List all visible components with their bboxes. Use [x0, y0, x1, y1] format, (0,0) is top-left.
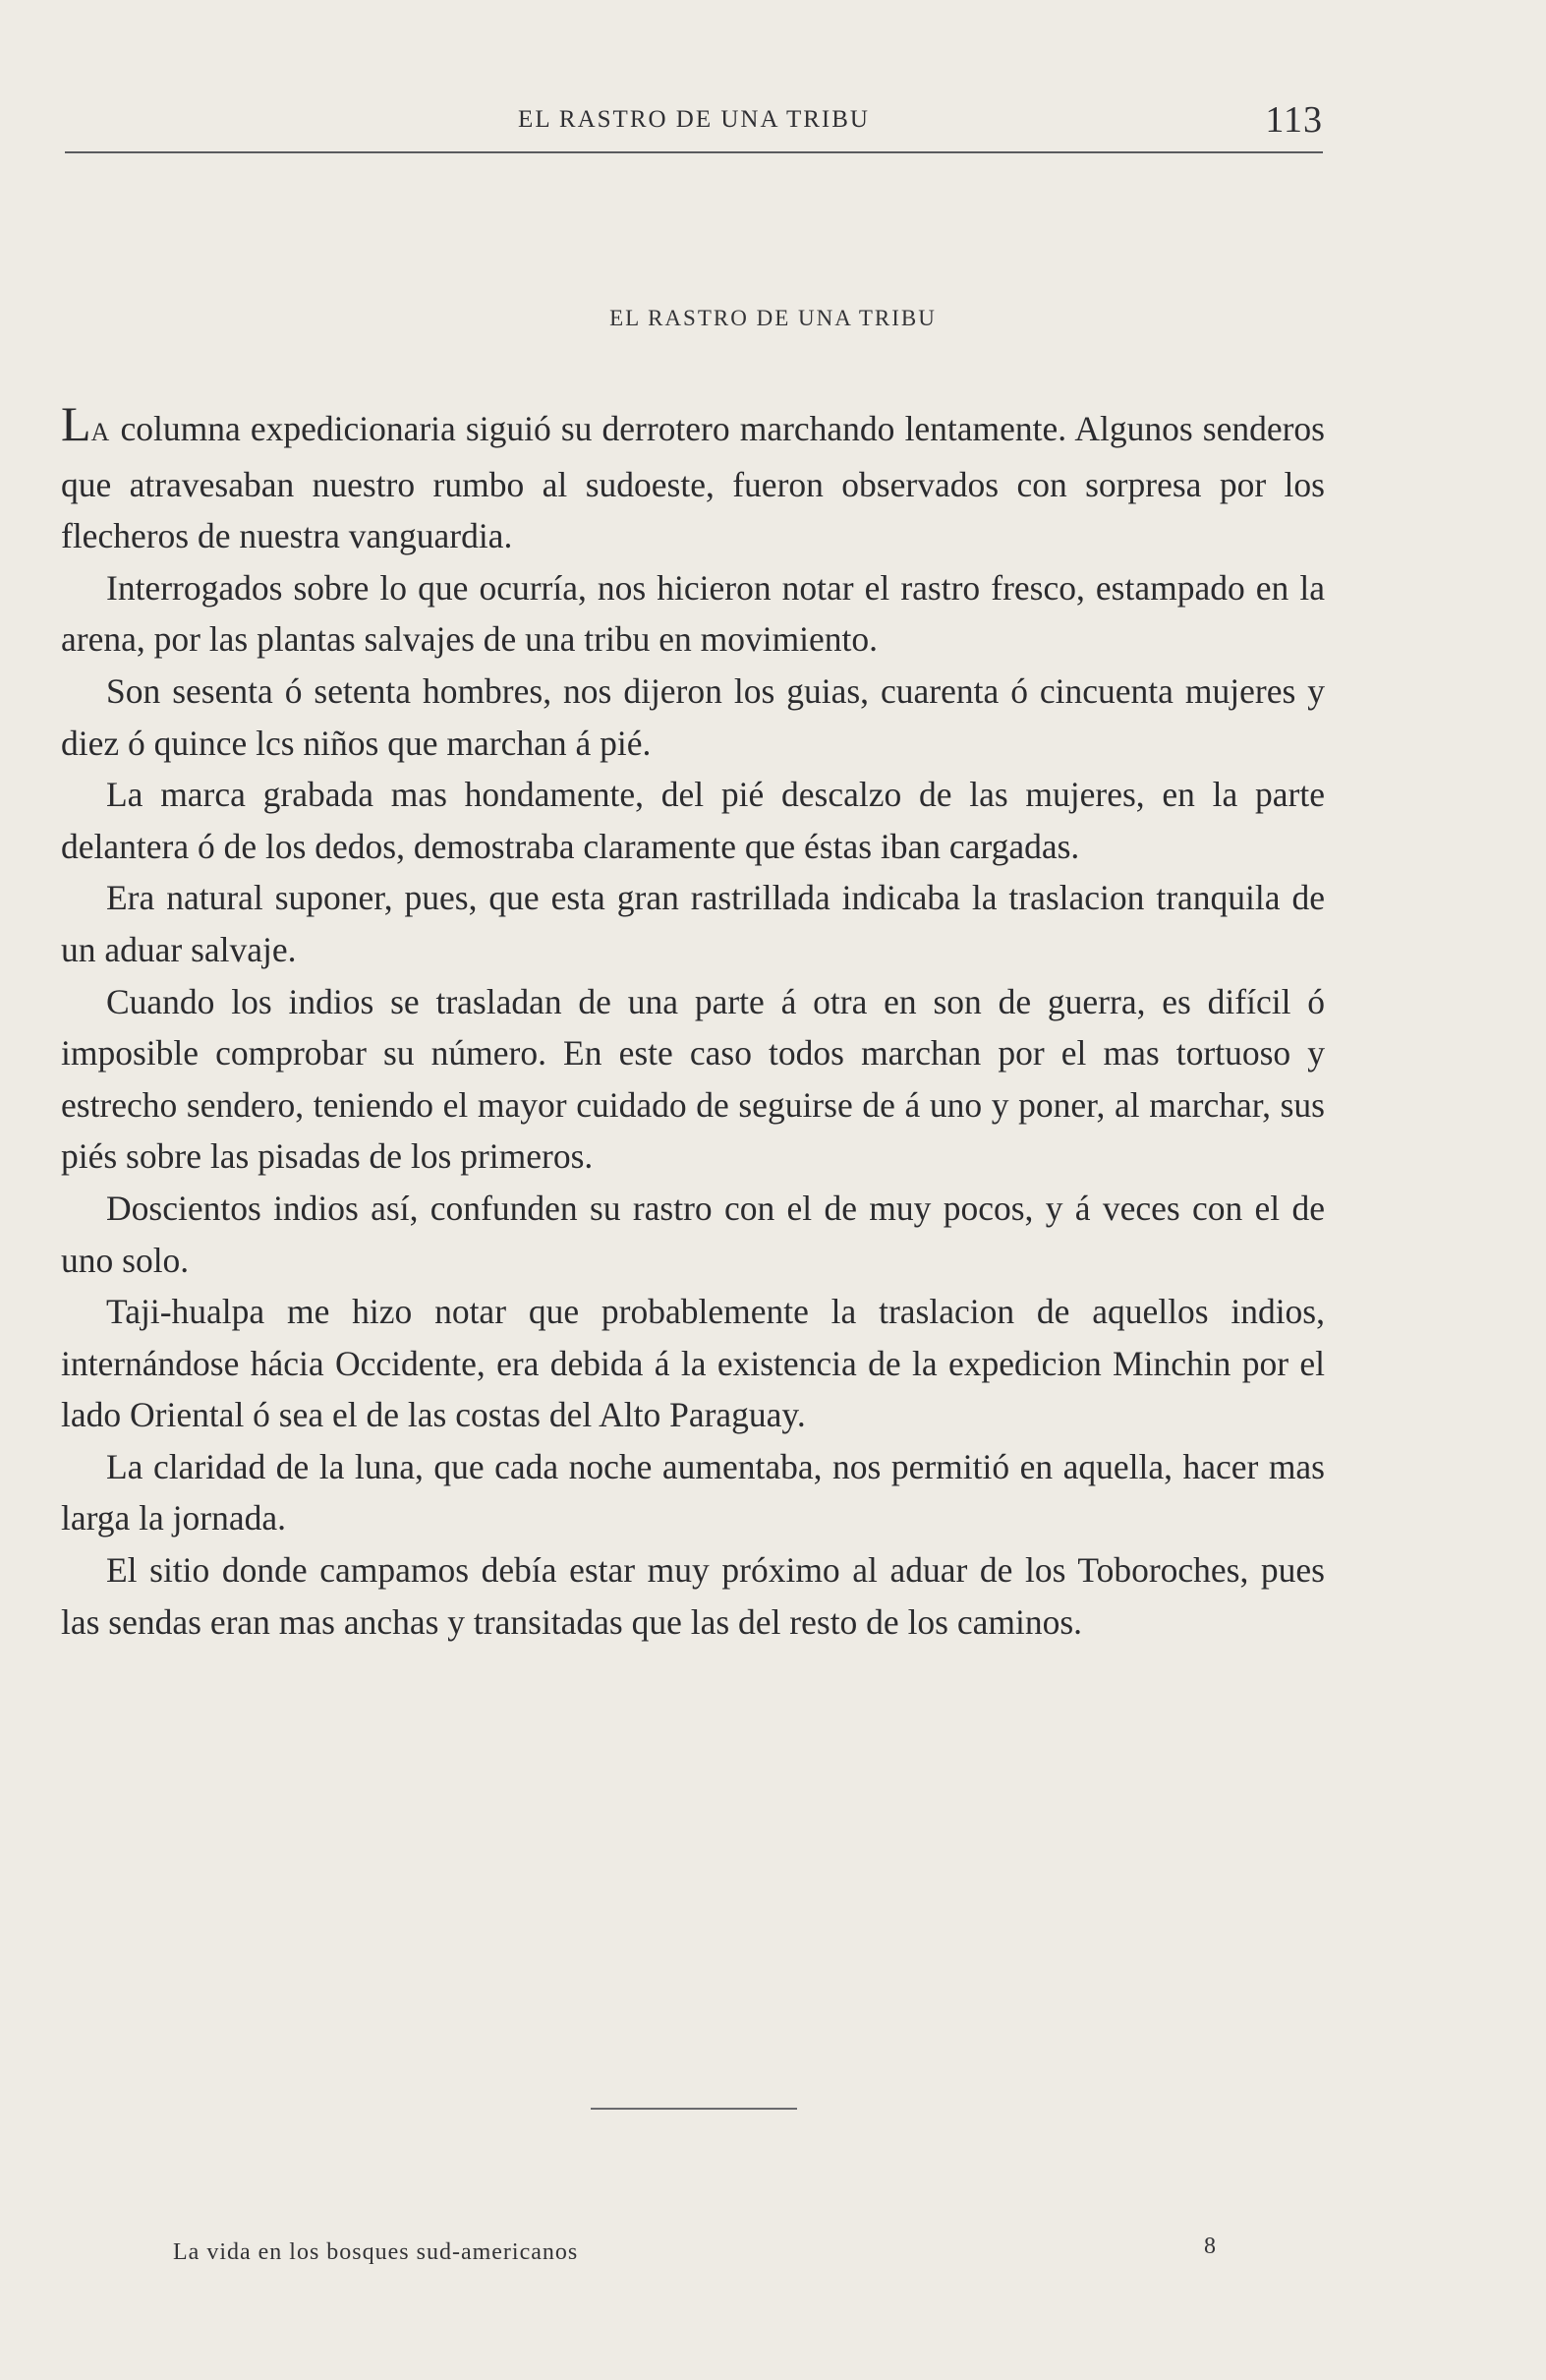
body-text [61, 396, 1325, 1648]
paragraph [61, 396, 1325, 562]
drop-cap: L [61, 396, 91, 451]
paragraph: Doscientos indios así, confunden su rastro con el de muy pocos, y á veces con el de uno solo. [61, 1188, 1325, 1280]
paragraph: Son sesenta ó setenta hombres, nos dijeron los guias, cuarenta ó cincuenta mujeres y diez ó quince lcs niños que marchan á pié. [61, 670, 1325, 763]
paragraph: La marca grabada mas hondamente, del pié descalzo de las mujeres, en la parte delantera ó de los dedos, demostraba claramente que éstas iban cargadas. [61, 775, 1325, 866]
paragraph: El sitio donde campamos debía estar muy próximo al aduar de los Toboroches, pues las sendas eran mas anchas y transitadas que las del resto de los caminos. [61, 1550, 1325, 1642]
running-head [65, 99, 1323, 153]
paragraph: La claridad de la luna, que cada noche aumentaba, nos permitió en aquella, hacer mas larga la jornada. [61, 1446, 1325, 1538]
small-caps: A [90, 418, 111, 446]
signature-mark: 8 [1204, 2234, 1216, 2259]
chapter-title: EL RASTRO DE UNA TRIBU [609, 306, 937, 330]
header-rule [65, 151, 1323, 153]
paragraph: Taji-hualpa me hizo notar que probablemente la traslacion de aquellos indios, internándose hácia Occidente, era debida á la existencia de la expedicion Minchin por el lado Oriental ó sea el de las costas del Alto Paraguay. [61, 1292, 1325, 1435]
paragraph: Interrogados sobre lo que ocurría, nos hicieron notar el rastro fresco, estampado en la arena, por las plantas salvajes de una tribu en movimiento. [61, 567, 1325, 660]
running-title: EL RASTRO DE UNA TRIBU [518, 106, 870, 133]
paragraph-text: columna expedicionaria siguió su derrotero marchando lentamente. Algunos senderos que atravesaban nuestro rumbo al sudoeste, fueron observados con sorpresa por los flecheros de nuestra vanguardia. [61, 409, 1325, 556]
end-rule [591, 2108, 797, 2110]
signature-line: La vida en los bosques sud-americanos [173, 2239, 579, 2265]
paragraph: Era natural suponer, pues, que esta gran rastrillada indicaba la traslacion tranquila de un aduar salvaje. [61, 878, 1325, 969]
page-number: 113 [1265, 99, 1323, 141]
paragraph: Cuando los indios se trasladan de una parte á otra en son de guerra, es difícil ó imposible comprobar su número. En este caso todos marchan por el mas tortuoso y estrecho sendero, teniendo el mayor cuidado de seguirse de á uno y poner, al marchar, sus piés sobre las pisadas de los primeros. [61, 981, 1325, 1177]
